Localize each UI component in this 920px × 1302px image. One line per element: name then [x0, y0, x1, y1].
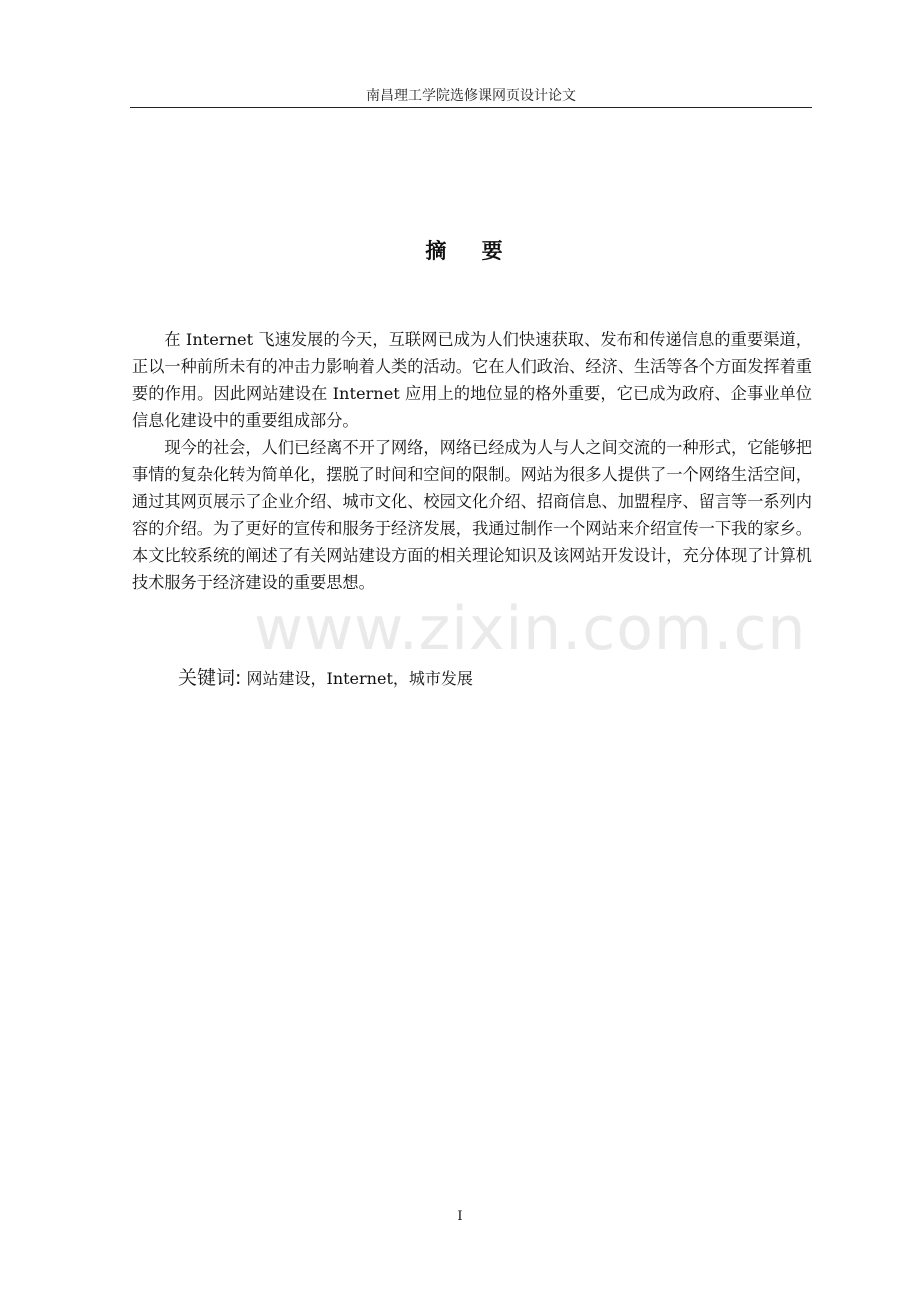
page-number: I: [457, 1209, 463, 1224]
watermark: www.zixin.com.cn: [254, 594, 807, 664]
abstract-paragraph: 现今的社会，人们已经离不开了网络，网络已经成为人与人之间交流的一种形式，它能够把事情的复杂化转为简单化，摆脱了时间和空间的限制。网站为很多人提供了一个网络生活空间，通过其网页展示了企业介绍、城市文化、校园文化介绍、招商信息、加盟程序、留言等一系列内容的介绍。为了更好的宣传和服务于经济发展，我通过制作一个网站来介绍宣传一下我的家乡。本文比较系统的阐述了有关网站建设方面的相关理论知识及该网站开发设计，充分体现了计算机技术服务于经济建设的重要思想。: [132, 438, 812, 592]
abstract-title: 摘 要: [425, 239, 517, 263]
abstract-paragraph: 在 Internet 飞速发展的今天，互联网已成为人们快速获取、发布和传递信息的重要渠道，正以一种前所未有的冲击力影响着人类的活动。它在人们政治、经济、生活等各个方面发挥着重要的作用。因此网站建设在 Internet 应用上的地位显的格外重要，它已成为政府、企事业单位信息化建设中的重要组成部分。: [132, 330, 812, 430]
header-rule: [130, 107, 812, 108]
keywords-value: 网站建设，Internet，城市发展: [246, 669, 473, 688]
abstract-body: [132, 326, 812, 596]
keywords-label: 关键词:: [178, 667, 242, 689]
running-header: 南昌理工学院选修课网页设计论文: [366, 88, 576, 104]
keywords-line: [178, 664, 473, 693]
